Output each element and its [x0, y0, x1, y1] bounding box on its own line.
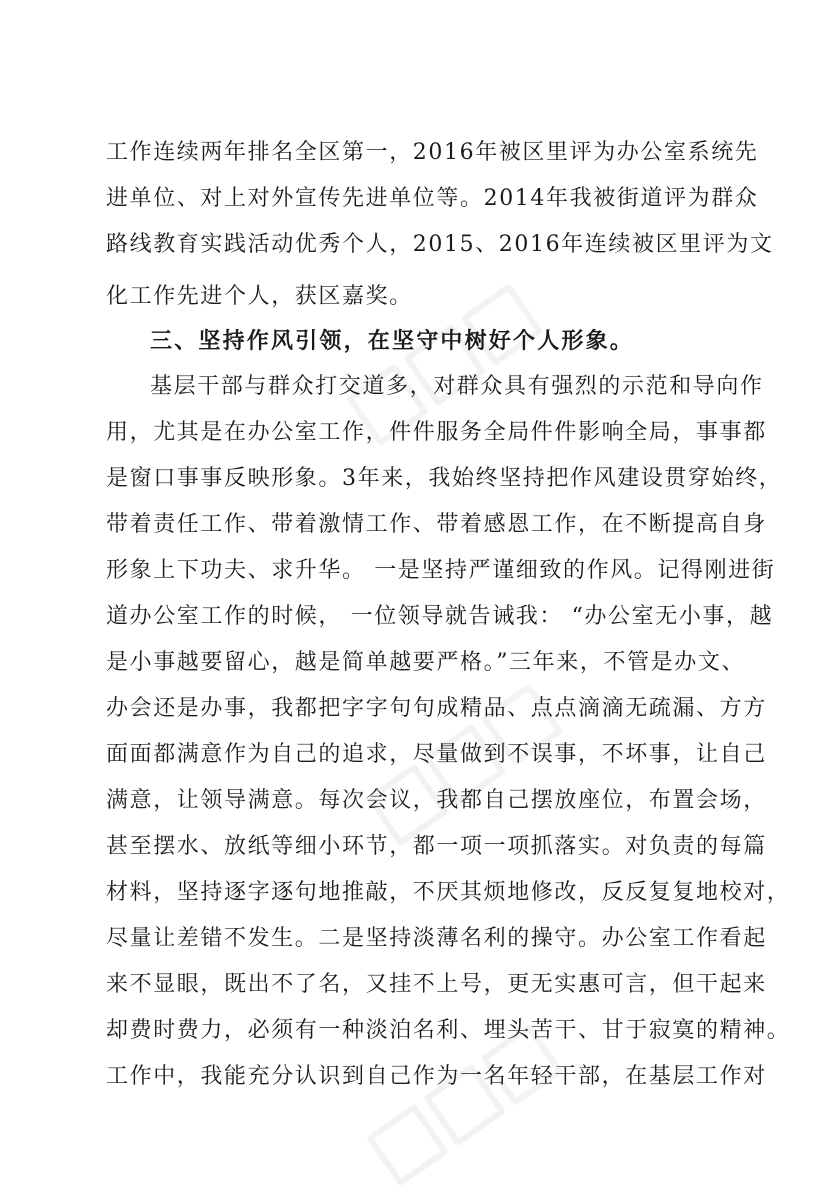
paragraph-line: 化工作先进个人，获区嘉奖。	[106, 284, 413, 309]
paragraph-line: 面面都满意作为自己的追求，尽量做到不误事，不坏事，让自己	[106, 742, 767, 767]
paragraph-line: 路线教育实践活动优秀个人，2015、2016年连续被区里评为文	[106, 232, 774, 257]
paragraph-line: 工作连续两年排名全区第一，2016年被区里评为办公室系统先	[106, 140, 759, 165]
paragraph-line: 带着责任工作、带着激情工作、带着感恩工作，在不断提高自身	[106, 512, 767, 537]
paragraph-line: 甚至摆水、放纸等细小环节，都一项一项抓落实。对负责的每篇	[106, 834, 767, 859]
paragraph-line: 来不显眼，既出不了名，又挂不上号，更无实惠可言，但干起来	[106, 972, 767, 997]
paragraph-line: 是小事越要留心，越是简单越要严格。”三年来，不管是办文、	[106, 650, 746, 675]
paragraph-line: 道办公室工作的时候， 一位领导就告诫我： “办公室无小事，越	[106, 604, 774, 629]
paragraph-line: 形象上下功夫、求升华。 一是坚持严谨细致的作风。记得刚进街	[106, 558, 776, 583]
paragraph-line: 满意，让领导满意。每次会议，我都自己摆放座位，布置会场，	[106, 788, 767, 813]
paragraph-line: 用，尤其是在办公室工作，件件服务全局件件影响全局，事事都	[106, 420, 767, 445]
section-heading: 三、坚持作风引领，在坚守中树好个人形象。	[150, 328, 635, 354]
paragraph-line: 工作中，我能充分认识到自己作为一名年轻干部，在基层工作对	[106, 1064, 767, 1089]
paragraph-line: 进单位、对上对外宣传先进单位等。2014年我被街道评为群众	[106, 186, 759, 211]
paragraph-line: 基层干部与群众打交道多，对群众具有强烈的示范和导向作	[150, 374, 764, 399]
paragraph-line: 是窗口事事反映形象。3年来，我始终坚持把作风建设贯穿始终，	[106, 466, 783, 491]
paragraph-line: 却费时费力，必须有一种淡泊名利、埋头苦干、甘于寂寞的精神。	[106, 1018, 791, 1043]
paragraph-line: 材料，坚持逐字逐句地推敲，不厌其烦地修改，反反复复地校对，	[106, 880, 791, 905]
paragraph-line: 尽量让差错不发生。二是坚持淡薄名利的操守。办公室工作看起	[106, 926, 767, 951]
paragraph-line: 办会还是办事，我都把字字句句成精品、点点滴滴无疏漏、方方	[106, 696, 767, 721]
